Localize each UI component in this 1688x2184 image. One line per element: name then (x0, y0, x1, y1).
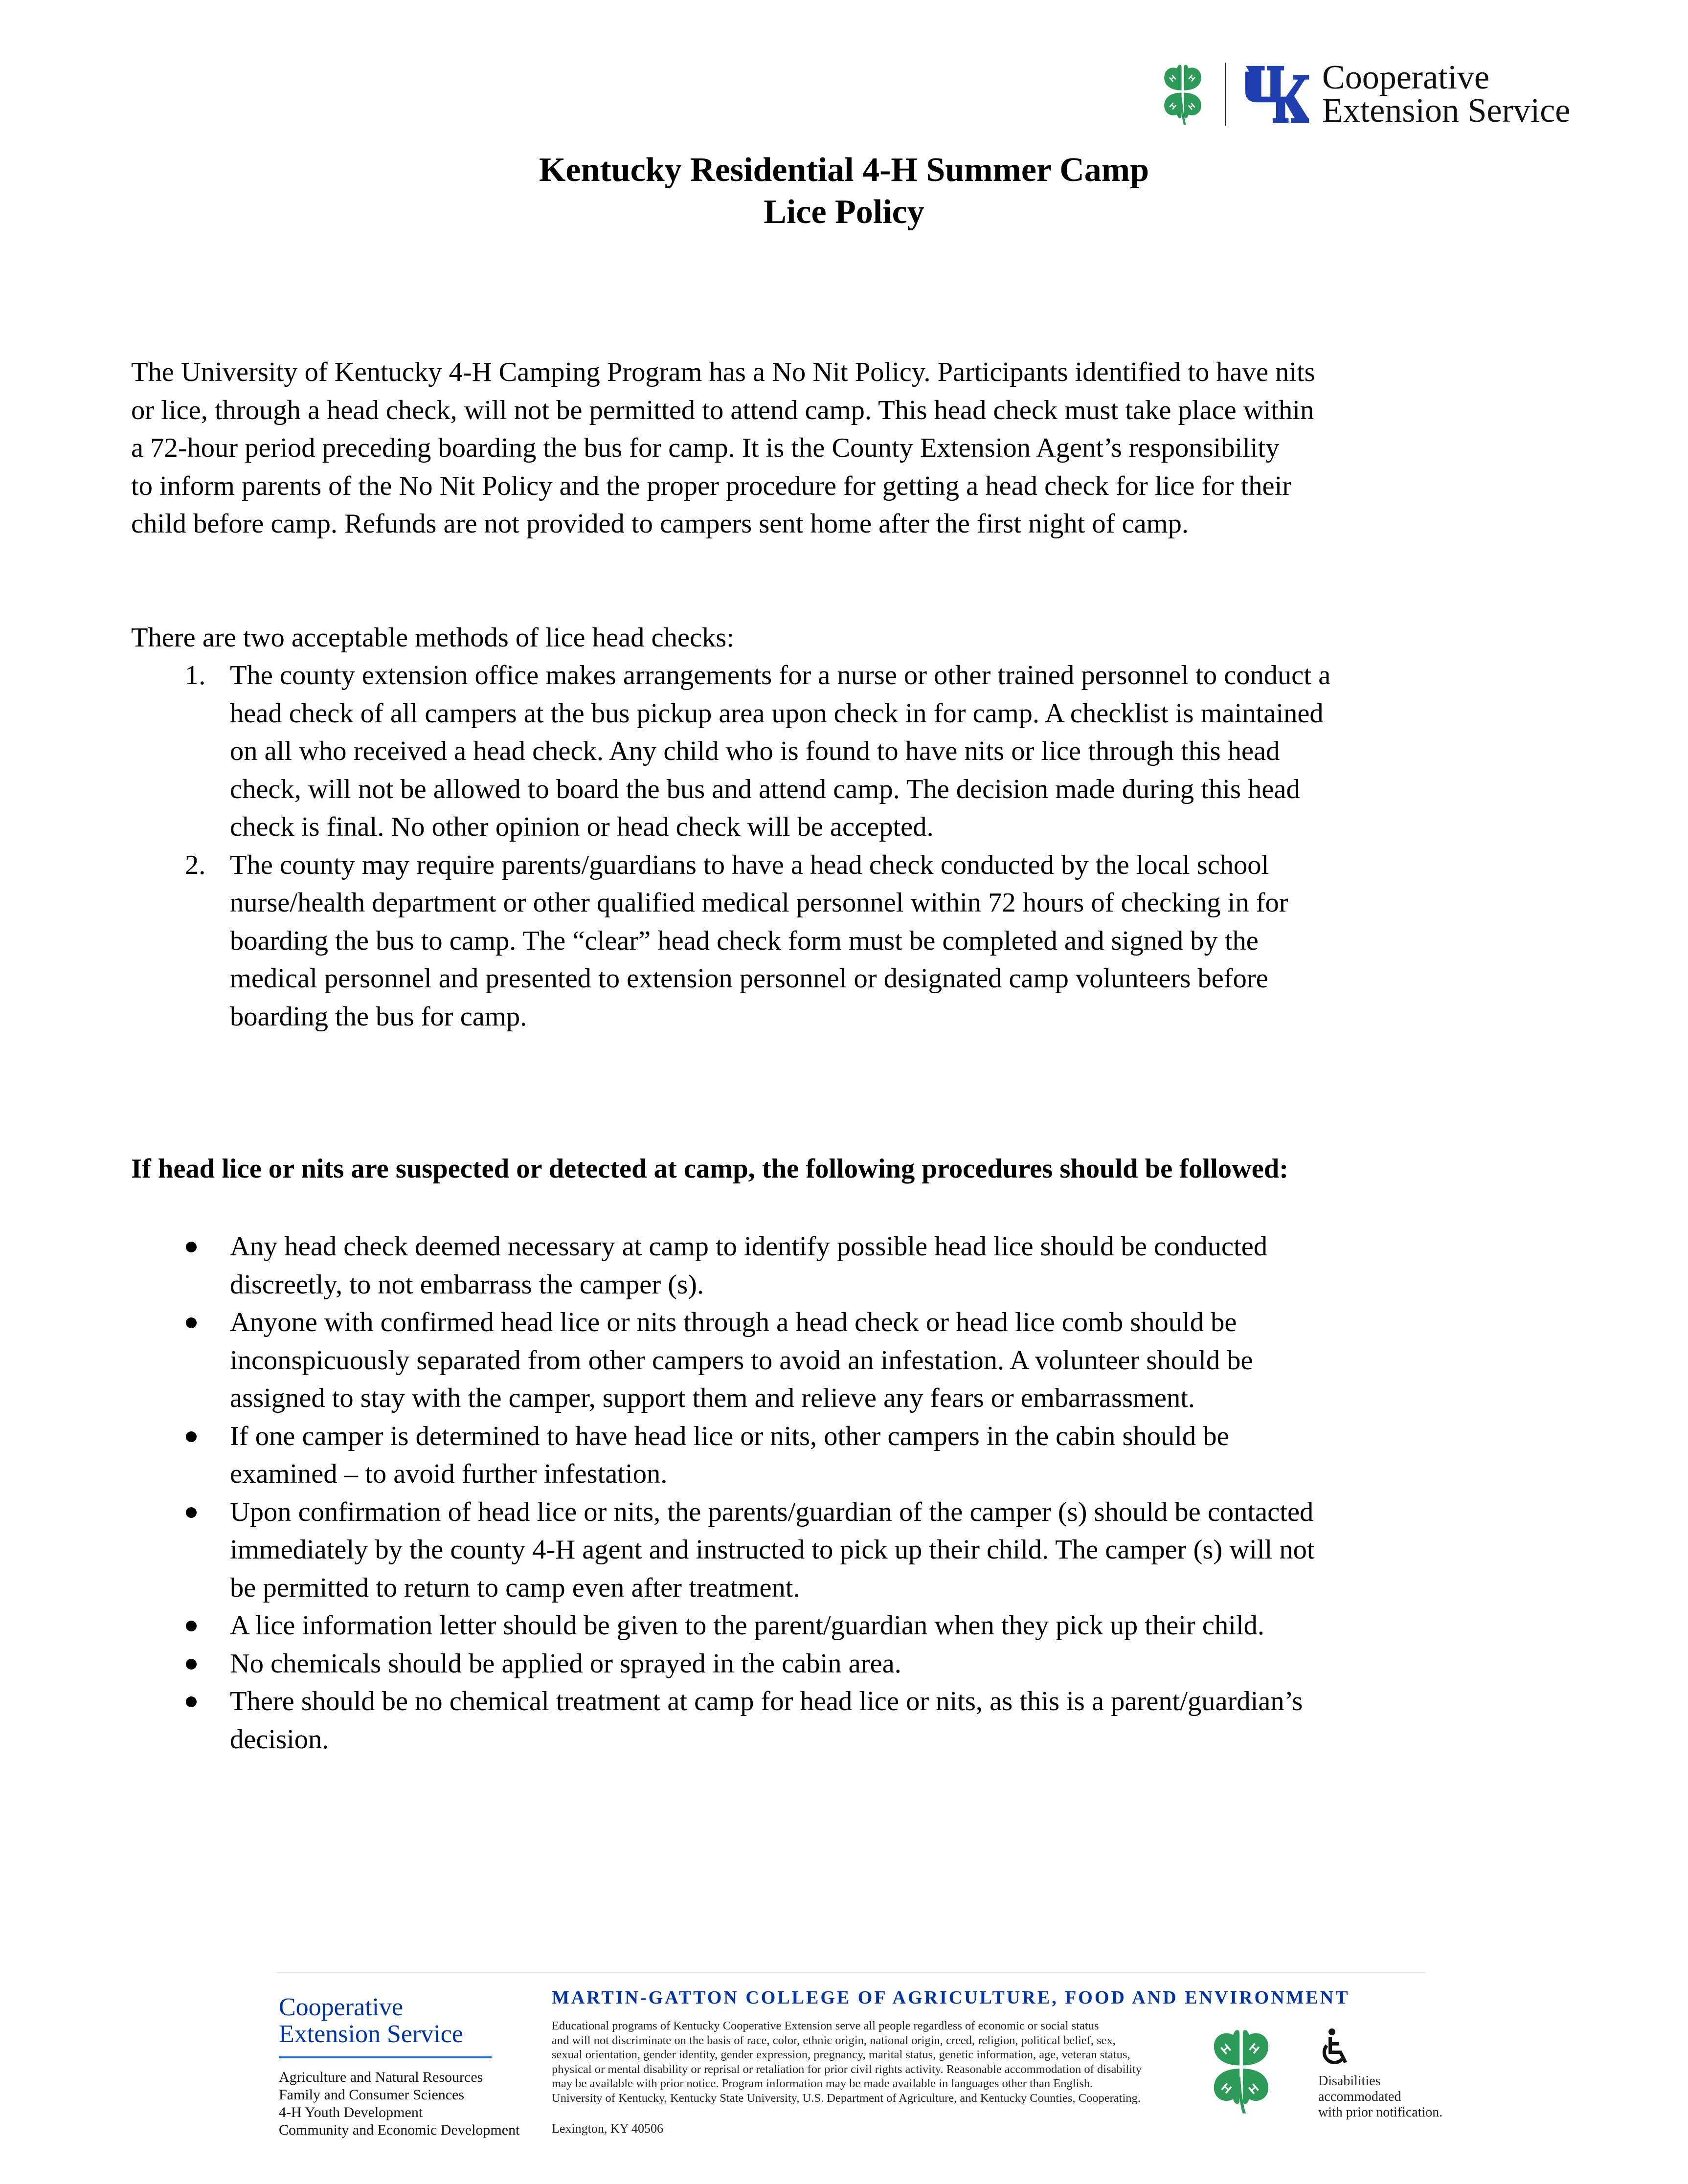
footer-address: Lexington, KY 40506 (552, 2121, 663, 2136)
text-line: A lice information letter should be given to the parent/guardian when they pick up their child. (230, 1610, 1265, 1641)
program-unit: Community and Economic Development (279, 2122, 520, 2138)
bullet-icon (186, 1696, 197, 1707)
text-line: The county may require parents/guardians to have a head check conducted by the local school (230, 849, 1269, 880)
svg-text:H: H (1246, 2041, 1262, 2057)
title-line-1: Kentucky Residential 4-H Summer Camp (539, 151, 1149, 189)
list-number: 2. (185, 849, 206, 880)
text-line: nurse/health department or other qualified medical personnel within 72 hours of checking in for (230, 888, 1288, 918)
footer-divider (276, 1972, 1426, 1973)
4h-clover-icon (1153, 63, 1212, 126)
text-line: discreetly, to not embarrass the camper (s). (230, 1269, 704, 1300)
text-line: physical or mental disability or reprisal or retaliation for prior civil rights activity. Reasonable accommodation of disability (552, 2062, 1142, 2076)
text-line: and will not discriminate on the basis of race, color, ethnic origin, national origin, creed, religion, political belief, sex, (552, 2033, 1116, 2047)
svg-text:H: H (1186, 72, 1197, 84)
text-line: with prior notification. (1318, 2105, 1443, 2120)
list-item (131, 847, 1550, 1036)
list-item (131, 1683, 1550, 1759)
bullet-icon (186, 1659, 197, 1670)
text-line: child before camp. Refunds are not provided to campers sent home after the first night of camp. (131, 509, 1189, 539)
list-item (131, 1304, 1550, 1418)
text-line: medical personnel and presented to extension personnel or designated camp volunteers before (230, 963, 1268, 994)
text-line: may be available with prior notice. Program information may be made available in languages other than English. (552, 2077, 1093, 2090)
text-line: a 72-hour period preceding boarding the bus for camp. It is the County Extension Agent’s responsibility (131, 433, 1280, 463)
text-line: The University of Kentucky 4-H Camping Program has a No Nit Policy. Participants identified to have nits (131, 357, 1315, 387)
text-line: immediately by the county 4-H agent and instructed to pick up their child. The camper (s) will not (230, 1535, 1315, 1565)
footer-disclaimer (552, 2019, 1183, 2105)
list-item (131, 1607, 1550, 1645)
text-line: examined – to avoid further infestation. (230, 1459, 668, 1489)
footer-ces-wordmark (279, 1994, 463, 2048)
text-line: sexual orientation, gender identity, gender expression, pregnancy, marital status, genetic information, age, veteran status, (552, 2048, 1130, 2061)
text-line: assigned to stay with the camper, support them and relieve any fears or embarrassment. (230, 1383, 1195, 1413)
text-line: Upon confirmation of head lice or nits, the parents/guardian of the camper (s) should be contacted (230, 1496, 1314, 1527)
header-logo (1153, 58, 1633, 131)
footer-college-name: MARTIN-GATTON COLLEGE OF AGRICULTURE, FOOD AND ENVIRONMENT (552, 1987, 1350, 2008)
svg-text:H: H (1246, 2081, 1261, 2097)
header-org-name (1322, 61, 1570, 128)
bullet-icon (186, 1242, 197, 1252)
footer-accessibility-note (1318, 2073, 1442, 2120)
text-line: or lice, through a head check, will not be permitted to attend camp. This head check must take place within (131, 395, 1314, 425)
procedures-heading: If head lice or nits are suspected or detected at camp, the following procedures should be followed: (131, 1154, 1289, 1184)
intro-paragraph (131, 354, 1550, 543)
methods-list (131, 657, 1550, 1036)
title-line-2: Lice Policy (764, 193, 924, 231)
program-unit: Family and Consumer Sciences (279, 2087, 465, 2103)
text-line: Disabilities (1318, 2073, 1381, 2089)
text-line: Any head check deemed necessary at camp to identify possible head lice should be conducted (230, 1231, 1268, 1262)
wheelchair-accessibility-icon (1318, 2028, 1352, 2068)
svg-text:H: H (1218, 2080, 1234, 2096)
header-org-line1: Cooperative (1322, 59, 1490, 96)
text-line: University of Kentucky, Kentucky State University, U.S. Department of Agriculture, and Kentucky Counties, Cooperating. (552, 2091, 1141, 2105)
text-line: No chemicals should be applied or sprayed in the cabin area. (230, 1648, 901, 1679)
procedures-list (131, 1228, 1550, 1759)
program-unit: 4-H Youth Development (279, 2104, 423, 2120)
list-item (131, 1645, 1550, 1683)
4h-clover-icon (1198, 2027, 1284, 2115)
text-line: Anyone with confirmed head lice or nits through a head check or head lice comb should be (230, 1307, 1237, 1337)
logo-divider (1225, 63, 1226, 126)
bullet-icon (186, 1621, 197, 1631)
text-line: boarding the bus to camp. The “clear” head check form must be completed and signed by the (230, 925, 1259, 956)
footer-program-units (279, 2069, 519, 2139)
list-number: 1. (185, 660, 206, 691)
bullet-icon (186, 1507, 197, 1518)
text-line: boarding the bus for camp. (230, 1001, 527, 1032)
list-item (131, 1418, 1550, 1493)
bullet-icon (186, 1317, 197, 1328)
bullet-icon (186, 1431, 197, 1442)
uk-logo-icon (1240, 63, 1313, 126)
text-line: be permitted to return to camp even after treatment. (230, 1572, 800, 1603)
footer-ces-line1: Cooperative (279, 1993, 404, 2021)
text-line: There should be no chemical treatment at camp for head lice or nits, as this is a parent/guardian’s (230, 1686, 1303, 1716)
svg-text:H: H (1167, 73, 1178, 84)
text-line: on all who received a head check. Any child who is found to have nits or lice through this head (230, 736, 1280, 766)
text-line: head check of all campers at the bus pickup area upon check in for camp. A checklist is maintained (230, 698, 1324, 729)
text-line: check is final. No other opinion or head check will be accepted. (230, 812, 934, 842)
svg-text:H: H (1168, 100, 1178, 112)
text-line: Educational programs of Kentucky Cooperative Extension serve all people regardless of economic or social status (552, 2019, 1099, 2032)
methods-lead: There are two acceptable methods of lice head checks: (131, 623, 734, 653)
footer-ces-line2: Extension Service (279, 2020, 463, 2048)
svg-text:H: H (1218, 2041, 1234, 2057)
document-title (0, 149, 1688, 233)
text-line: check, will not be allowed to board the bus and attend camp. The decision made during this head (230, 774, 1300, 804)
text-line: to inform parents of the No Nit Policy and the proper procedure for getting a head check for lice for their (131, 470, 1292, 501)
text-line: inconspicuously separated from other campers to avoid an infestation. A volunteer should be (230, 1345, 1253, 1376)
list-item (131, 1228, 1550, 1304)
program-unit: Agriculture and Natural Resources (279, 2069, 483, 2085)
text-line: If one camper is determined to have head lice or nits, other campers in the cabin should be (230, 1421, 1229, 1451)
text-line: The county extension office makes arrangements for a nurse or other trained personnel to conduct a (230, 660, 1331, 691)
list-item (131, 1493, 1550, 1607)
svg-text:H: H (1186, 101, 1197, 112)
header-org-line2: Extension Service (1322, 92, 1571, 130)
text-line: accommodated (1318, 2089, 1401, 2104)
footer-blue-rule (279, 2056, 492, 2058)
list-item (131, 657, 1550, 847)
text-line: decision. (230, 1724, 329, 1755)
